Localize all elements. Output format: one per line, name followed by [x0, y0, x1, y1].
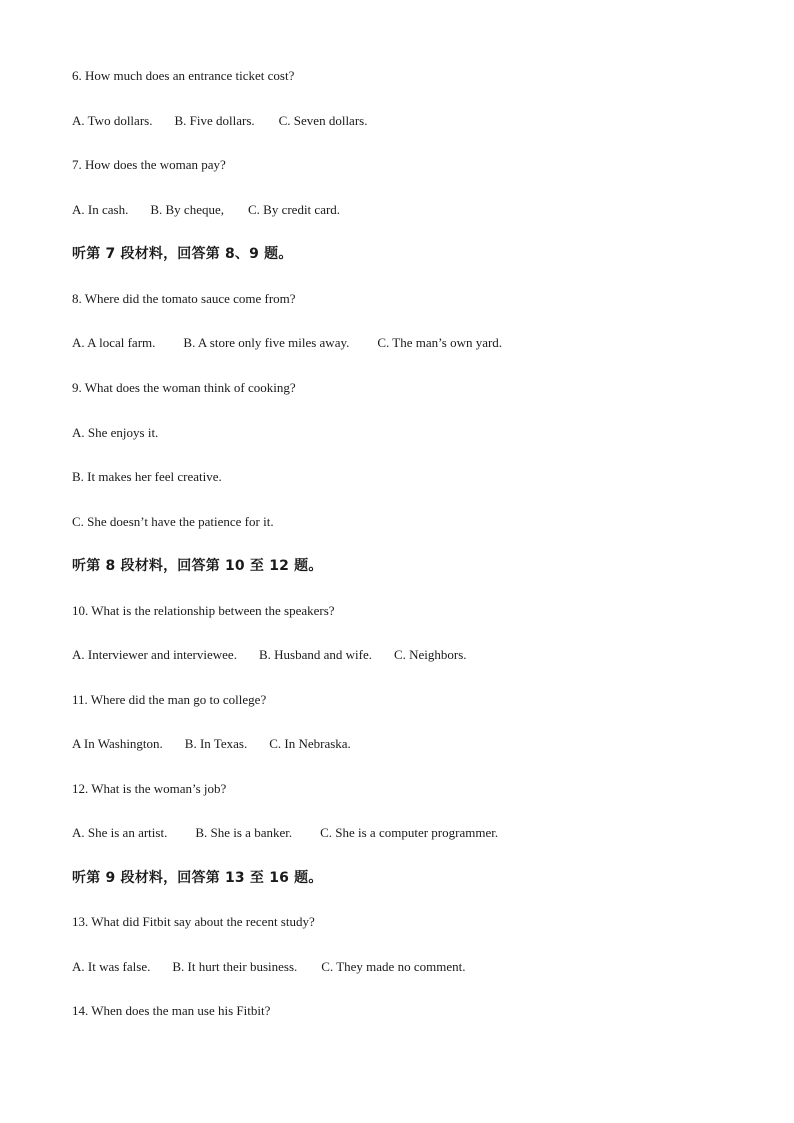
- option-10b: B. Husband and wife.: [258, 647, 372, 662]
- question-7: 7. How does the woman pay?: [72, 157, 226, 172]
- option-8b: B. A store only five miles away.: [183, 335, 350, 350]
- options-10: [72, 647, 467, 663]
- question-13: 13. What did Fitbit say about the recent study?: [72, 914, 315, 929]
- option-13c: C. They made no comment.: [321, 959, 466, 974]
- option-9a: A. She enjoys it.: [72, 425, 159, 440]
- option-11c: C. In Nebraska.: [269, 736, 351, 751]
- question-6: 6. How much does an entrance ticket cost?: [72, 68, 295, 83]
- options-11: [72, 736, 351, 752]
- option-12b: B. She is a banker.: [195, 825, 293, 840]
- option-9c: C. She doesn’t have the patience for it.: [72, 514, 274, 529]
- option-6b: B. Five dollars.: [174, 113, 255, 128]
- question-10: 10. What is the relationship between the speakers?: [72, 603, 335, 618]
- option-12c: C. She is a computer programmer.: [320, 825, 499, 840]
- options-7: [72, 202, 340, 218]
- question-12: 12. What is the woman’s job?: [72, 781, 227, 796]
- section-heading-7: 听第 7 段材料，回答第 8、9 题。: [72, 246, 293, 262]
- options-12: [72, 825, 498, 841]
- option-7c: C. By credit card.: [247, 202, 341, 217]
- option-6a: A. Two dollars.: [72, 113, 153, 128]
- option-10a: A. Interviewer and interviewee.: [72, 647, 237, 662]
- options-8: [72, 335, 502, 351]
- option-11a: A In Washington.: [72, 736, 163, 751]
- option-12a: A. She is an artist.: [72, 825, 168, 840]
- option-10c: C. Neighbors.: [393, 647, 467, 662]
- section-heading-9: 听第 9 段材料，回答第 13 至 16 题。: [72, 870, 323, 886]
- question-8: 8. Where did the tomato sauce come from?: [72, 291, 296, 306]
- question-9: 9. What does the woman think of cooking?: [72, 380, 296, 395]
- option-7a: A. In cash.: [72, 202, 129, 217]
- option-13b: B. It hurt their business.: [172, 959, 298, 974]
- option-8c: C. The man’s own yard.: [377, 335, 503, 350]
- option-9b: B. It makes her feel creative.: [72, 469, 222, 484]
- question-11: 11. Where did the man go to college?: [72, 692, 267, 707]
- option-13a: A. It was false.: [72, 959, 151, 974]
- options-6: [72, 113, 367, 129]
- option-11b: B. In Texas.: [184, 736, 248, 751]
- question-14: 14. When does the man use his Fitbit?: [72, 1003, 271, 1018]
- option-6c: C. Seven dollars.: [278, 113, 368, 128]
- options-13: [72, 959, 465, 975]
- option-7b: B. By cheque,: [150, 202, 224, 217]
- option-8a: A. A local farm.: [72, 335, 156, 350]
- section-heading-8: 听第 8 段材料，回答第 10 至 12 题。: [72, 558, 323, 574]
